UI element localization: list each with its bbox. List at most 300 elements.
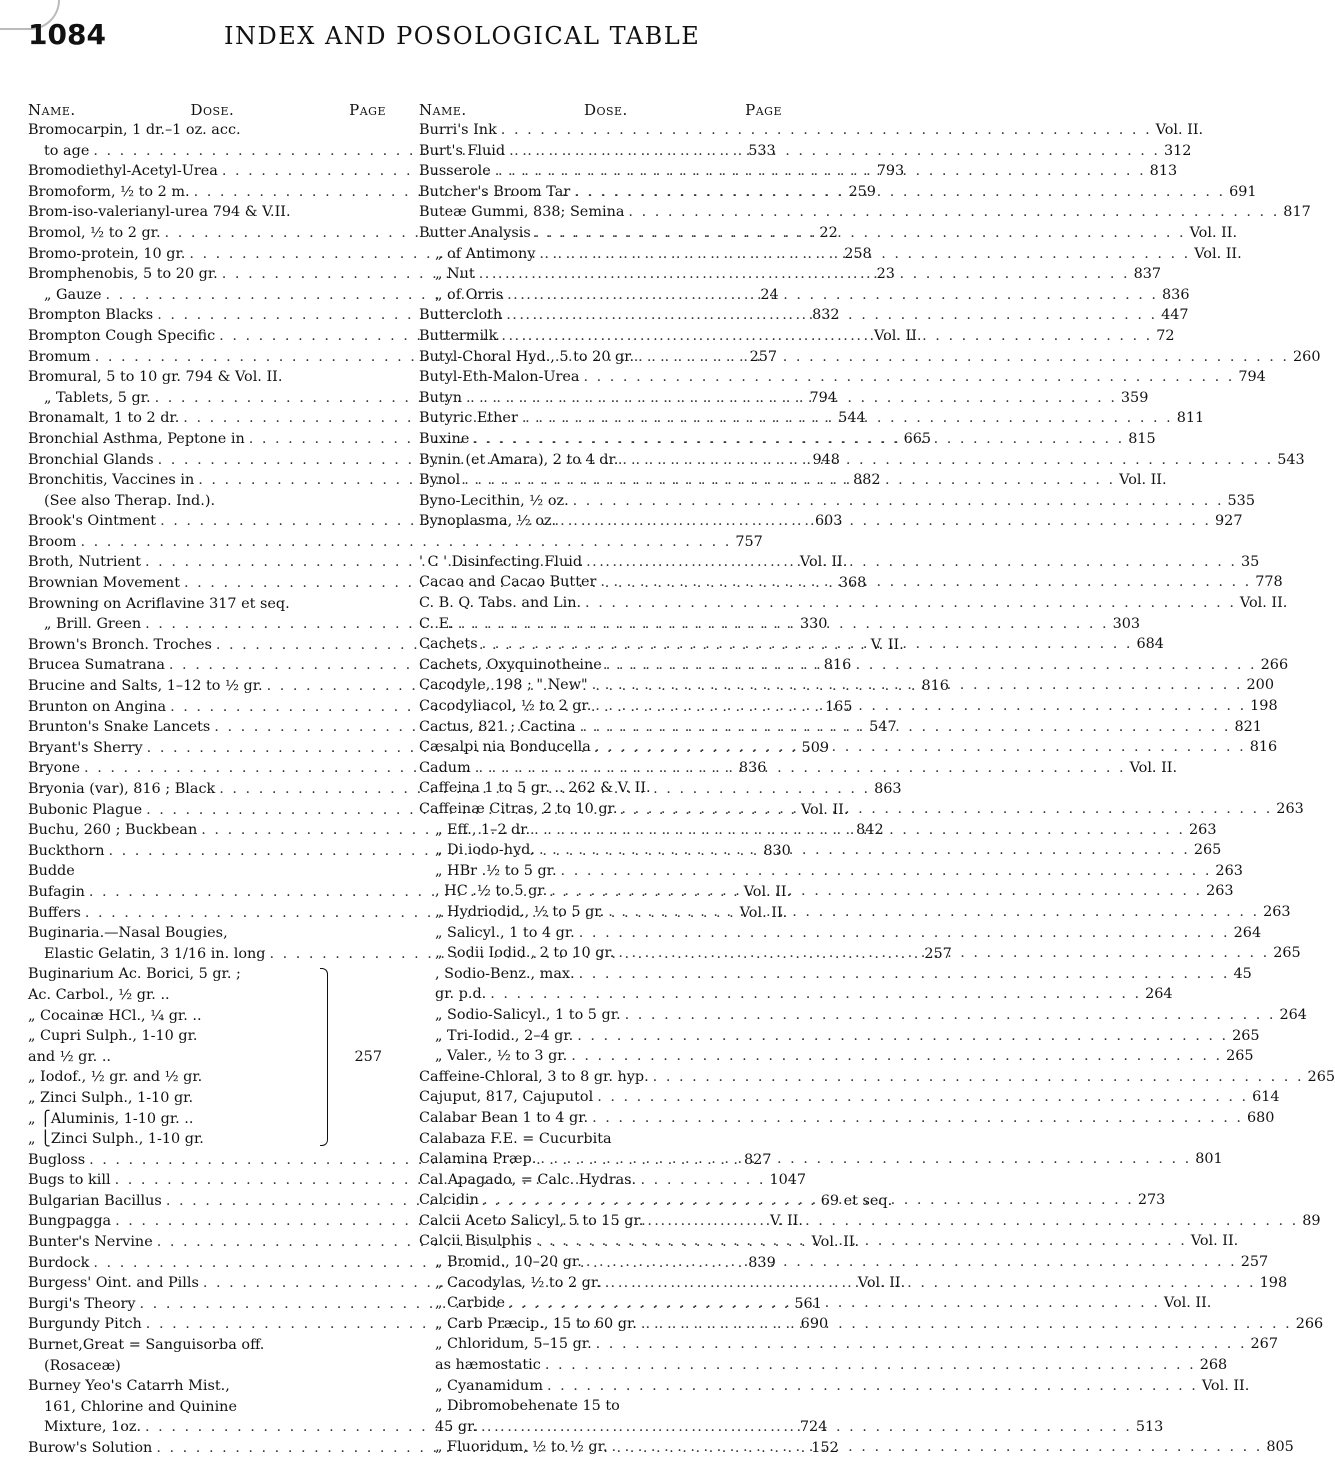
entry-name: Ac. Carbol., ½ gr. ..: [28, 986, 170, 1003]
entry-name: Buchu, 260 ; Buckbean: [28, 822, 198, 839]
leader-dots: [569, 491, 1228, 512]
entry-page-ref: 757: [735, 533, 763, 550]
entry-page-ref: 264: [1279, 1006, 1307, 1023]
entry-page-ref: 837: [1133, 266, 1162, 283]
leader-dots: [536, 1149, 1195, 1170]
entry-name: Calcii Aceto Salicyl, 5 to 15 gr.: [419, 1212, 644, 1229]
entry-name: Burney Yeo's Catarrh Mist.,: [28, 1378, 230, 1395]
entry-page-ref: 509: [801, 739, 830, 756]
entry-page-ref: 263: [1263, 903, 1291, 920]
entry-page-ref: 257: [749, 348, 778, 365]
leader-dots: [541, 1355, 1200, 1376]
leader-dots: [567, 1046, 1226, 1067]
index-entry: [28, 861, 386, 882]
leader-dots: [634, 347, 1293, 368]
entry-page-ref: 778: [1255, 574, 1283, 591]
entry-name: Bronchial Asthma, Peptone in: [28, 430, 245, 447]
entry-page-ref: 447: [1161, 307, 1189, 324]
index-entry: [28, 202, 386, 223]
entry-page-ref: 273: [1137, 1192, 1166, 1209]
entry-page-ref: 817: [1283, 204, 1311, 221]
entry-name: Cal Apagado, = Calc. Hydras.: [419, 1171, 637, 1188]
entry-name: „ Nut: [435, 266, 475, 283]
entry-page-ref: 312: [1163, 142, 1192, 159]
column-header-dose: Dose.: [190, 101, 235, 119]
index-entry: [419, 1396, 782, 1417]
entry-page-ref: 836: [1162, 286, 1190, 303]
index-entry: [28, 594, 386, 615]
entry-page-ref: 265: [1273, 945, 1301, 962]
leader-dots: [592, 1334, 1251, 1355]
entry-name: Burow's Solution: [28, 1440, 153, 1456]
entry-name: Burgundy Pitch: [28, 1316, 142, 1333]
leader-dots: [462, 388, 1121, 409]
entry-page-ref: 836: [738, 760, 767, 777]
column-header: [419, 100, 782, 120]
entry-page-ref: V. II.: [770, 1213, 803, 1230]
entry-name: Bynin (et Amara), 2 to 4 dr.: [419, 451, 619, 468]
group-entry: [28, 1088, 386, 1109]
group-entry: [28, 1047, 386, 1068]
index-entry: [419, 1231, 1239, 1252]
entry-name: „ Sodii Iodid., 2 to 10 gr.: [435, 945, 615, 962]
entry-page-ref: 680: [1246, 1109, 1275, 1126]
leader-dots: [535, 244, 1194, 265]
entry-page-ref: 842: [856, 822, 884, 839]
entry-name: Cadum: [419, 759, 471, 776]
entry-name: „ Bromid., 10–20 gr.: [435, 1254, 582, 1271]
index-entry: [419, 758, 1178, 779]
entry-name: „ Cupri Sulph., 1-10 gr.: [28, 1028, 198, 1045]
index-entry: [419, 964, 1252, 985]
index-entry: [419, 902, 1291, 923]
leader-dots: [469, 429, 1128, 450]
entry-page-ref: Vol. II.: [799, 554, 848, 571]
entry-name: „ Valer., ½ to 3 gr.: [435, 1048, 568, 1065]
entry-page-ref: 165: [824, 698, 853, 715]
entry-name: Bromural, 5 to 10 gr. 794 & Vol. II.: [28, 369, 283, 386]
entry-name: Elastic Gelatin, 3 1/16 in. long: [44, 945, 266, 962]
entry-name: Cacodyliacol, ½ to 2 gr.: [419, 698, 592, 715]
leader-dots: [643, 1211, 1302, 1232]
index-entry: [419, 1170, 782, 1191]
entry-page-ref: 927: [1215, 513, 1243, 530]
entry-name: „ Cacodylas, ½ to 2 gr.: [435, 1274, 601, 1291]
index-entry: [419, 1067, 1335, 1088]
entry-name: „ Cyanamidum: [435, 1377, 543, 1394]
leader-dots: [593, 1087, 1252, 1108]
index-entry: [419, 1108, 1275, 1129]
leader-dots: [618, 450, 1277, 471]
entry-page-ref: 816: [921, 678, 949, 695]
leader-dots: [497, 326, 1156, 347]
entry-name: Bromodiethyl-Acetyl-Urea: [28, 163, 218, 180]
index-entry: [419, 1129, 782, 1150]
entry-page-ref: 816: [823, 657, 852, 674]
entry-page-ref: 561: [794, 1295, 822, 1312]
leader-dots: [543, 1376, 1202, 1397]
entry-page-ref: Vol. II.: [1194, 245, 1242, 262]
entry-name: „ Sodio-Salicyl., 1 to 5 gr.: [435, 1006, 621, 1023]
entry-name: Butter Analysis: [419, 224, 531, 241]
index-entry: [419, 1087, 1280, 1108]
entry-name: „ ⎧Aluminis, 1-10 gr. ..: [28, 1110, 194, 1127]
entry-name: Cacao and Cacao Butter: [419, 574, 597, 591]
entry-name: 161, Chlorine and Quinine: [44, 1398, 237, 1415]
entry-name: Broth, Nutrient: [28, 554, 142, 571]
entry-name: Bynol: [419, 472, 461, 489]
entry-name: C. E.: [419, 615, 454, 632]
column-header: [28, 100, 386, 120]
leader-dots: [570, 182, 1229, 203]
entry-name: Burgi's Theory: [28, 1295, 136, 1312]
entry-name: Bronamalt, 1 to 2 dr.: [28, 410, 180, 427]
index-entry: [419, 202, 1311, 223]
group-entry: [28, 985, 386, 1006]
entry-page-ref: 200: [1246, 677, 1274, 694]
entry-name: Brownian Movement: [28, 575, 180, 592]
index-entry: [28, 1335, 386, 1356]
entry-name: Busserole: [419, 163, 491, 180]
index-entry: [419, 347, 1321, 368]
leader-dots: [575, 964, 1234, 985]
entry-name: „ of Antimony: [435, 245, 536, 262]
entry-page-ref: 259: [848, 183, 876, 200]
entry-name: Burt's Fluid: [419, 142, 506, 159]
entry-name: „ Zinci Sulph., 1-10 gr.: [28, 1089, 194, 1106]
entry-name: „ Cocainæ HCl., ¼ gr. ..: [28, 1007, 202, 1024]
index-entry: [419, 120, 1204, 141]
entry-name: Cachets, Oxyquinotheine: [419, 656, 602, 673]
leader-dots: [460, 470, 1119, 491]
entry-name: Burgess' Oint. and Pills: [28, 1275, 199, 1292]
entry-name: „ Di iodo-hyd.: [435, 842, 535, 859]
entry-page-ref: 89: [1302, 1212, 1321, 1229]
entry-page-ref: 547: [869, 719, 897, 736]
entry-name: Brucea Sumatrana: [28, 657, 165, 674]
index-entry: [419, 491, 1255, 512]
entry-name: Cæsalpi nia Bonducella: [419, 739, 591, 756]
entry-page-ref: 257: [1240, 1254, 1269, 1271]
leader-dots: [475, 264, 1134, 285]
leader-dots: [502, 305, 1161, 326]
page-number: 1084: [28, 18, 106, 51]
entry-name: „ Chloridum, 5–15 gr.: [435, 1336, 592, 1353]
leader-dots: [531, 223, 1190, 244]
entry-name: Brunton on Angina: [28, 698, 167, 715]
entry-name: Butcher's Broom Tar: [419, 183, 571, 200]
entry-page-ref: Vol. II.: [1129, 759, 1178, 776]
entry-page-ref: 265: [1226, 1048, 1254, 1065]
entry-name: ' C ' Disinfecting Fluid: [419, 553, 583, 570]
entry-page-ref: 265: [1193, 842, 1222, 859]
entry-page-ref: 724: [799, 1419, 828, 1436]
entry-name: Calamina Præp.: [419, 1151, 537, 1168]
entry-name: „ Dibromobehenate 15 to: [435, 1398, 620, 1415]
entry-name: „ Carb Præcip., 15 to 60 gr.: [435, 1315, 637, 1332]
entry-name: Burri's Ink: [419, 122, 497, 138]
entry-name: „ Carbide: [435, 1295, 506, 1312]
entry-name: C. B. Q. Tabs. and Lin.: [419, 595, 582, 612]
entry-name: Brunton's Snake Lancets: [28, 719, 211, 736]
entry-name: „ Brill. Green: [44, 616, 142, 633]
entry-name: Bugs to kill: [28, 1172, 111, 1189]
entry-page-ref: 794: [1238, 369, 1266, 386]
entry-name: „ Tablets, 5 gr.: [44, 389, 151, 406]
entry-page-ref: 264: [1233, 924, 1262, 941]
entry-name: Bryant's Sherry: [28, 739, 143, 756]
entry-page-ref: 863: [874, 781, 902, 797]
entry-name: Bunter's Nervine: [28, 1234, 153, 1251]
entry-name: Calcidin: [419, 1192, 479, 1209]
entry-name: as hæmostatic: [435, 1357, 541, 1374]
entry-page-ref: 257: [924, 945, 952, 962]
leader-dots: [532, 1231, 1191, 1252]
leader-dots: [591, 737, 1250, 758]
entry-page-ref: 265: [1307, 1068, 1335, 1085]
entry-name: Buttercloth: [419, 307, 503, 324]
entry-page-ref: 813: [1149, 163, 1178, 180]
entry-name: Calabar Bean 1 to 4 gr.: [419, 1109, 589, 1126]
entry-name: to age: [44, 142, 90, 159]
entry-name: „ HBr .½ to 5 gr.: [435, 862, 557, 879]
entry-name: „ Hydriodid., ½ to 5 gr.: [435, 903, 605, 920]
entry-name: Bromol, ½ to 2 gr.: [28, 224, 161, 241]
entry-page-ref: 801: [1195, 1151, 1223, 1168]
entry-name: Bromum: [28, 348, 91, 365]
leader-dots: [535, 840, 1194, 861]
index-entry: [28, 532, 763, 553]
entry-page-ref: 368: [838, 575, 867, 592]
entry-page-ref: 543: [1277, 451, 1305, 468]
entry-name: , HC .½ to 5 gr.: [435, 883, 548, 900]
entry-name: (See also Therap. Ind.).: [44, 492, 216, 509]
entry-page-ref: Vol. II.: [739, 904, 788, 921]
entry-name: Bromoform, ½ to 2 m.: [28, 183, 190, 200]
entry-page-ref: 268: [1199, 1357, 1228, 1374]
entry-page-ref: 152: [811, 1440, 839, 1456]
entry-page-ref: 263: [1189, 821, 1217, 838]
index-entry: [419, 1005, 1307, 1026]
entry-name: gr. p.d.: [435, 986, 487, 1003]
entry-page-ref: Vol. II.: [1119, 472, 1167, 489]
index-entry: [419, 367, 1266, 388]
index-entry: [28, 120, 386, 141]
entry-name: Byno-Lecithin, ½ oz.: [419, 492, 569, 509]
entry-name: Brucine and Salts, 1–12 to ½ gr.: [28, 678, 263, 695]
entry-name: Burnet,Great = Sanguisorba off.: [28, 1337, 265, 1354]
entry-page-ref: Vol. II.: [743, 883, 792, 900]
entry-page-ref: Vol. II.: [874, 327, 922, 344]
leader-dots: [471, 758, 1130, 779]
index-entry: [419, 923, 1262, 944]
group-page-ref: 257: [354, 1049, 382, 1066]
entry-page-ref: 832: [812, 307, 840, 324]
entry-page-ref: 23: [876, 266, 895, 283]
entry-name: Cachets: [419, 636, 478, 653]
leader-dots: [505, 1293, 1164, 1314]
entry-name: Bryonia (var), 816 ; Black: [28, 781, 216, 797]
column-header-name: Name.: [28, 101, 76, 119]
entry-name: Bromo-protein, 10 gr.: [28, 245, 186, 262]
entry-name: „ of Orris: [435, 286, 504, 303]
entry-name: Browning on Acriflavine 317 et seq.: [28, 595, 290, 612]
buginarium-group: [28, 964, 386, 1149]
entry-name: Butyl-Eth-Malon-Urea: [419, 369, 580, 386]
entry-page-ref: Vol. II.: [1189, 224, 1238, 241]
entry-page-ref: 263: [1276, 801, 1304, 817]
leader-dots: [588, 1108, 1247, 1129]
entry-name: „ Fluoridum, ½ to ½ gr.: [435, 1439, 608, 1456]
leader-dots: [575, 923, 1234, 944]
entry-page-ref: 24: [760, 286, 779, 303]
index-entry: [419, 840, 1222, 861]
entry-page-ref: 603: [814, 513, 843, 530]
entry-page-ref: 816: [1249, 739, 1278, 756]
index-entry: [419, 1026, 1260, 1047]
leader-dots: [579, 367, 1238, 388]
entry-name: Bromphenobis, 5 to 20 gr.: [28, 266, 218, 283]
entry-name: „ ⎩Zinci Sulph., 1-10 gr.: [28, 1131, 204, 1148]
entry-name: Buxine: [419, 430, 470, 447]
entry-name: Bulgarian Bacillus: [28, 1192, 162, 1209]
entry-name: (Rosaceæ): [44, 1357, 121, 1374]
entry-page-ref: 22: [819, 224, 838, 241]
leader-dots: [503, 285, 1162, 306]
leader-dots: [604, 902, 1263, 923]
entry-page-ref: 815: [1128, 430, 1156, 447]
leader-dots: [491, 161, 1150, 182]
entry-name: Buffers: [28, 904, 81, 921]
index-entry: [28, 367, 386, 388]
entry-page-ref: 533: [748, 142, 776, 159]
running-title: INDEX AND POSOLOGICAL TABLE: [224, 22, 701, 50]
entry-name: „ Tri-Iodid., 2–4 gr.: [435, 1027, 574, 1044]
column-header-dose: Dose.: [583, 101, 628, 119]
leader-dots: [486, 984, 1145, 1005]
index-entry: [28, 491, 386, 512]
index-entry: [419, 141, 1192, 162]
entry-name: Brompton Blacks: [28, 307, 154, 324]
entry-name: Mixture, 1oz.: [44, 1419, 142, 1436]
leader-dots: [614, 943, 1273, 964]
leader-dots: [505, 141, 1164, 162]
entry-name: 45 gr.: [435, 1418, 477, 1435]
entry-page-ref: 811: [1176, 410, 1205, 427]
entry-name: Bryone: [28, 760, 81, 777]
entry-name: Bronchitis, Vaccines in: [28, 472, 195, 489]
index-entry: [28, 1356, 386, 1377]
entry-name: Buginaria.—Nasal Bougies,: [28, 925, 228, 942]
entry-page-ref: Vol. II.: [811, 1234, 860, 1251]
leader-dots: [497, 120, 1156, 141]
entry-page-ref: 303: [1112, 615, 1141, 632]
leader-dots: [573, 1026, 1232, 1047]
entry-name: Brown's Bronch. Troches: [28, 636, 212, 653]
leader-dots: [518, 408, 1177, 429]
entry-name: „ Iodof., ½ gr. and ½ gr.: [28, 1069, 203, 1086]
entry-name: Calcii Bisulphis: [419, 1233, 532, 1250]
column-header-page: Page: [349, 101, 386, 119]
entry-page-ref: 260: [1293, 348, 1321, 365]
group-brace: [320, 968, 328, 1145]
index-entry: [419, 1046, 1254, 1067]
entry-page-ref: 690: [800, 1316, 829, 1333]
entry-page-ref: 45: [1233, 965, 1252, 982]
leader-dots: [477, 1417, 1136, 1438]
entry-page-ref: 330: [800, 616, 828, 633]
index-entry: [419, 1376, 1250, 1397]
entry-page-ref: 821: [1234, 718, 1262, 735]
entry-name: , Sodio-Benz., max.: [435, 965, 575, 982]
entry-page-ref: V. II.: [870, 636, 904, 653]
leader-dots: [596, 572, 1255, 593]
entry-page-ref: 258: [844, 245, 872, 262]
index-entry: [419, 1355, 1228, 1376]
entry-page-ref: 665: [903, 430, 932, 447]
entry-page-ref: 882: [853, 472, 881, 489]
entry-page-ref: 263: [1206, 883, 1234, 900]
entry-page-ref: 614: [1252, 1089, 1280, 1106]
entry-page-ref: Vol. II.: [1163, 1295, 1212, 1312]
entry-page-ref: 691: [1229, 183, 1257, 200]
entry-name: Caffeina 1 to 5 gr. .. 262 & V. II.: [419, 780, 651, 797]
entry-name: Brook's Ointment: [28, 513, 157, 530]
leader-dots: [576, 717, 1235, 738]
entry-page-ref: 72: [1156, 327, 1175, 344]
page-header: [28, 18, 760, 58]
entry-page-ref: 266: [1260, 656, 1289, 673]
section-gap: [419, 532, 782, 552]
entry-page-ref: 535: [1227, 492, 1255, 509]
entry-page-ref: 544: [838, 410, 866, 427]
entry-page-ref: 359: [1120, 389, 1149, 406]
group-entry: [28, 1067, 386, 1088]
entry-name: „ Gauze: [44, 286, 102, 303]
leader-dots: [582, 1252, 1241, 1273]
entry-page-ref: 198: [1259, 1274, 1288, 1291]
entry-name: Buckthorn: [28, 842, 105, 859]
entry-name: Brom-iso-valerianyl-urea 794 & V.II.: [28, 204, 291, 221]
leader-dots: [591, 696, 1250, 717]
entry-page-ref: 684: [1136, 636, 1164, 653]
group-entry: [28, 1026, 386, 1047]
leader-dots: [624, 202, 1283, 223]
index-entry: [28, 923, 386, 944]
index-entry: [419, 778, 782, 799]
entry-name: Bronchial Glands: [28, 451, 154, 468]
entry-page-ref: 265: [1232, 1027, 1260, 1044]
entry-page-ref: 1047: [769, 1172, 807, 1189]
entry-name: Butyric Ether: [419, 410, 518, 427]
entry-name: Buteæ Gummi, 838; Semina: [419, 204, 625, 221]
index-entry: [419, 1252, 1269, 1273]
group-entry: [28, 964, 386, 985]
entry-name: Budde: [28, 863, 75, 880]
leader-dots: [637, 1314, 1296, 1335]
entry-name: Bubonic Plague: [28, 801, 143, 818]
entry-name: Cacodyle, 198 ; " New": [419, 677, 588, 694]
leader-dots: [557, 861, 1216, 882]
group-entry: [28, 1109, 386, 1130]
entry-name: Bynoplasma, ½ oz.: [419, 513, 557, 530]
entry-name: „ Salicyl., 1 to 4 gr.: [435, 924, 575, 941]
entry-page-ref: Vol. II.: [1155, 122, 1204, 138]
leader-dots: [478, 634, 1137, 655]
group-entry: [28, 1006, 386, 1027]
entry-page-ref: 827: [743, 1151, 772, 1168]
entry-page-ref: Vol. II.: [1239, 595, 1288, 612]
